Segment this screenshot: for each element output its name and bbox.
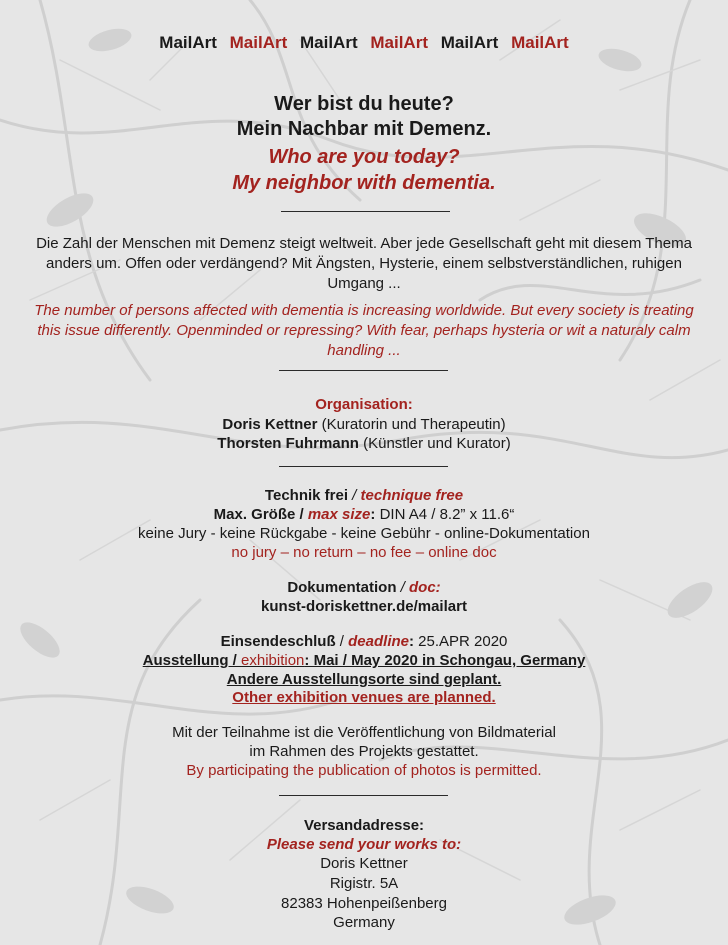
exhibition-rest: : Mai / May 2020 in Schongau, Germany bbox=[304, 652, 586, 669]
organiser-2 bbox=[0, 434, 728, 454]
technique-en: technique free bbox=[360, 487, 464, 504]
exhibition-en: exhibition bbox=[241, 652, 305, 669]
divider bbox=[279, 795, 448, 796]
organiser-1-role: (Kuratorin und Therapeutin) bbox=[317, 416, 506, 433]
intro-en: The number of persons affected with dementia is increasing worldwide. But every society is treating this issue differently. Openminded or repressing? With fear, perhaps hysteria or wit a naturaly calm handling ... bbox=[34, 302, 694, 359]
title-en-line2: My neighbor with dementia. bbox=[232, 172, 496, 194]
divider bbox=[281, 211, 450, 212]
documentation-de: Dokumentation bbox=[287, 579, 397, 596]
banner-word: MailArt bbox=[300, 33, 358, 52]
organiser-1-name: Doris Kettner bbox=[222, 416, 318, 433]
title-de-line1: Wer bist du heute? bbox=[274, 93, 454, 115]
organisation-label: Organisation: bbox=[315, 396, 413, 413]
technique-line bbox=[0, 486, 728, 506]
intro-de: Die Zahl der Menschen mit Demenz steigt weltweit. Aber jede Gesellschaft geht mit diesem Thema anders um. Offen oder verdängend? Mit Ängsten, Hysterie, einem selbstverständlichen, ruhigen Umgang ... bbox=[36, 235, 692, 292]
size-en: max size bbox=[307, 506, 371, 523]
exhibition-other-de: Andere Ausstellungsorte sind geplant. bbox=[226, 671, 502, 688]
banner-word: MailArt bbox=[159, 33, 217, 52]
consent-de-line2: im Rahmen des Projekts gestattet. bbox=[249, 743, 479, 760]
size-line bbox=[0, 505, 728, 525]
rules-de: keine Jury - keine Rückgabe - keine Gebühr - online-Dokumentation bbox=[138, 525, 590, 542]
divider bbox=[279, 370, 448, 371]
size-de: Max. Größe bbox=[213, 506, 296, 523]
deadline-sep: / bbox=[335, 633, 349, 650]
address-country: Germany bbox=[333, 914, 395, 931]
organiser-2-role: (Künstler und Kurator) bbox=[358, 435, 511, 452]
technique-de: Technik frei bbox=[264, 487, 349, 504]
title-de-line2: Mein Nachbar mit Demenz. bbox=[236, 118, 492, 140]
size-colon: : bbox=[370, 506, 380, 523]
shipping-label-de: Versandadresse: bbox=[303, 817, 425, 834]
exhibition-line bbox=[0, 651, 728, 671]
shipping-label-en: Please send your works to: bbox=[266, 836, 462, 853]
address-street: Rigistr. 5A bbox=[329, 875, 399, 892]
technique-sep: / bbox=[348, 487, 361, 504]
deadline-de: Einsendeschluß bbox=[220, 633, 336, 650]
address-name: Doris Kettner bbox=[320, 855, 408, 872]
deadline-date: 25.APR 2020 bbox=[418, 633, 508, 650]
deadline-en: deadline bbox=[348, 633, 409, 650]
organiser-2-name: Thorsten Fuhrmann bbox=[217, 435, 359, 452]
consent-en: By participating the publication of photos is permitted. bbox=[186, 762, 542, 779]
banner-word: MailArt bbox=[511, 33, 569, 52]
banner-word: MailArt bbox=[440, 33, 499, 52]
mailart-banner bbox=[0, 33, 728, 53]
banner-word: MailArt bbox=[370, 33, 428, 52]
title-en-line1: Who are you today? bbox=[268, 146, 460, 168]
documentation-url[interactable]: kunst-doriskettner.de/mailart bbox=[261, 598, 467, 615]
banner-word: MailArt bbox=[229, 33, 288, 52]
exhibition-de: Ausstellung / bbox=[142, 652, 242, 669]
deadline-colon: : bbox=[409, 633, 419, 650]
exhibition-other-en: Other exhibition venues are planned. bbox=[232, 689, 496, 706]
rules-en: no jury – no return – no fee – online doc bbox=[231, 544, 497, 561]
documentation-line bbox=[0, 578, 728, 598]
size-sep: / bbox=[295, 506, 308, 523]
address-city: 82383 Hohenpeißenberg bbox=[281, 895, 447, 912]
documentation-en: doc: bbox=[409, 579, 441, 596]
documentation-sep: / bbox=[396, 579, 409, 596]
deadline-line bbox=[0, 632, 728, 652]
divider bbox=[279, 466, 448, 467]
size-value: DIN A4 / 8.2” x 11.6“ bbox=[379, 506, 515, 523]
organiser-1 bbox=[0, 415, 728, 435]
consent-de-line1: Mit der Teilnahme ist die Veröffentlichung von Bildmaterial bbox=[172, 724, 556, 741]
